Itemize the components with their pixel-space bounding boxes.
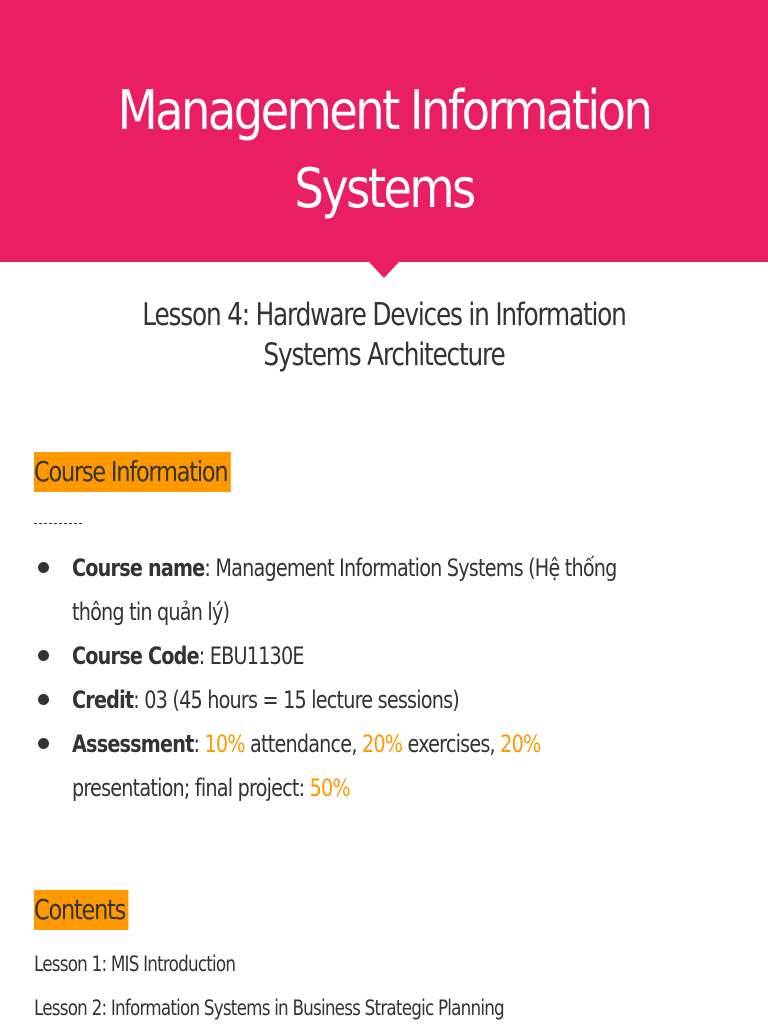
lesson-item-2[interactable]: Lesson 2: Information Systems in Business Strategic Planning	[34, 996, 504, 1020]
course-name-value: : Management Information Systems (Hệ thống	[204, 554, 617, 582]
exercises-text: exercises,	[402, 730, 501, 758]
list-item-course-code	[34, 634, 714, 678]
main-title-line-2: Systems	[294, 157, 474, 220]
course-code-label: Course Code	[72, 642, 199, 670]
contents-heading: Contents	[34, 890, 128, 930]
list-item-course-name	[34, 546, 714, 634]
attendance-text: attendance,	[244, 730, 362, 758]
assessment-separator: :	[193, 730, 205, 758]
main-title	[88, 72, 680, 228]
presentation-text: presentation; final project:	[72, 774, 310, 802]
list-item-credit	[34, 678, 714, 722]
credit-value: : 03 (45 hours = 15 lecture sessions)	[133, 686, 459, 714]
course-code-value: : EBU1130E	[198, 642, 304, 670]
course-info-list	[34, 546, 714, 810]
course-name-label: Course name	[72, 554, 205, 582]
lesson-item-1[interactable]: Lesson 1: MIS Introduction	[34, 952, 236, 976]
attendance-percent: 10%	[204, 730, 245, 758]
section-divider	[34, 523, 82, 524]
credit-label: Credit	[72, 686, 134, 714]
presentation-percent: 20%	[500, 730, 541, 758]
course-information-heading: Course Information	[34, 452, 231, 492]
bullet-icon	[38, 694, 49, 705]
course-name-value-cont: thông tin quản lý)	[72, 598, 230, 626]
bullet-icon	[38, 562, 49, 573]
final-project-percent: 50%	[309, 774, 350, 802]
lesson-subtitle	[101, 295, 667, 375]
subtitle-line-2: Systems Architecture	[263, 337, 505, 373]
assessment-label: Assessment	[72, 730, 194, 758]
bullet-icon	[38, 738, 49, 749]
exercises-percent: 20%	[361, 730, 403, 758]
list-item-assessment	[34, 722, 714, 810]
contents-list	[34, 942, 621, 1024]
title-banner	[0, 0, 768, 262]
bullet-icon	[38, 650, 49, 661]
main-title-line-1: Management Information	[117, 79, 651, 142]
banner-pointer-triangle	[369, 262, 399, 278]
subtitle-line-1: Lesson 4: Hardware Devices in Information	[142, 297, 626, 333]
